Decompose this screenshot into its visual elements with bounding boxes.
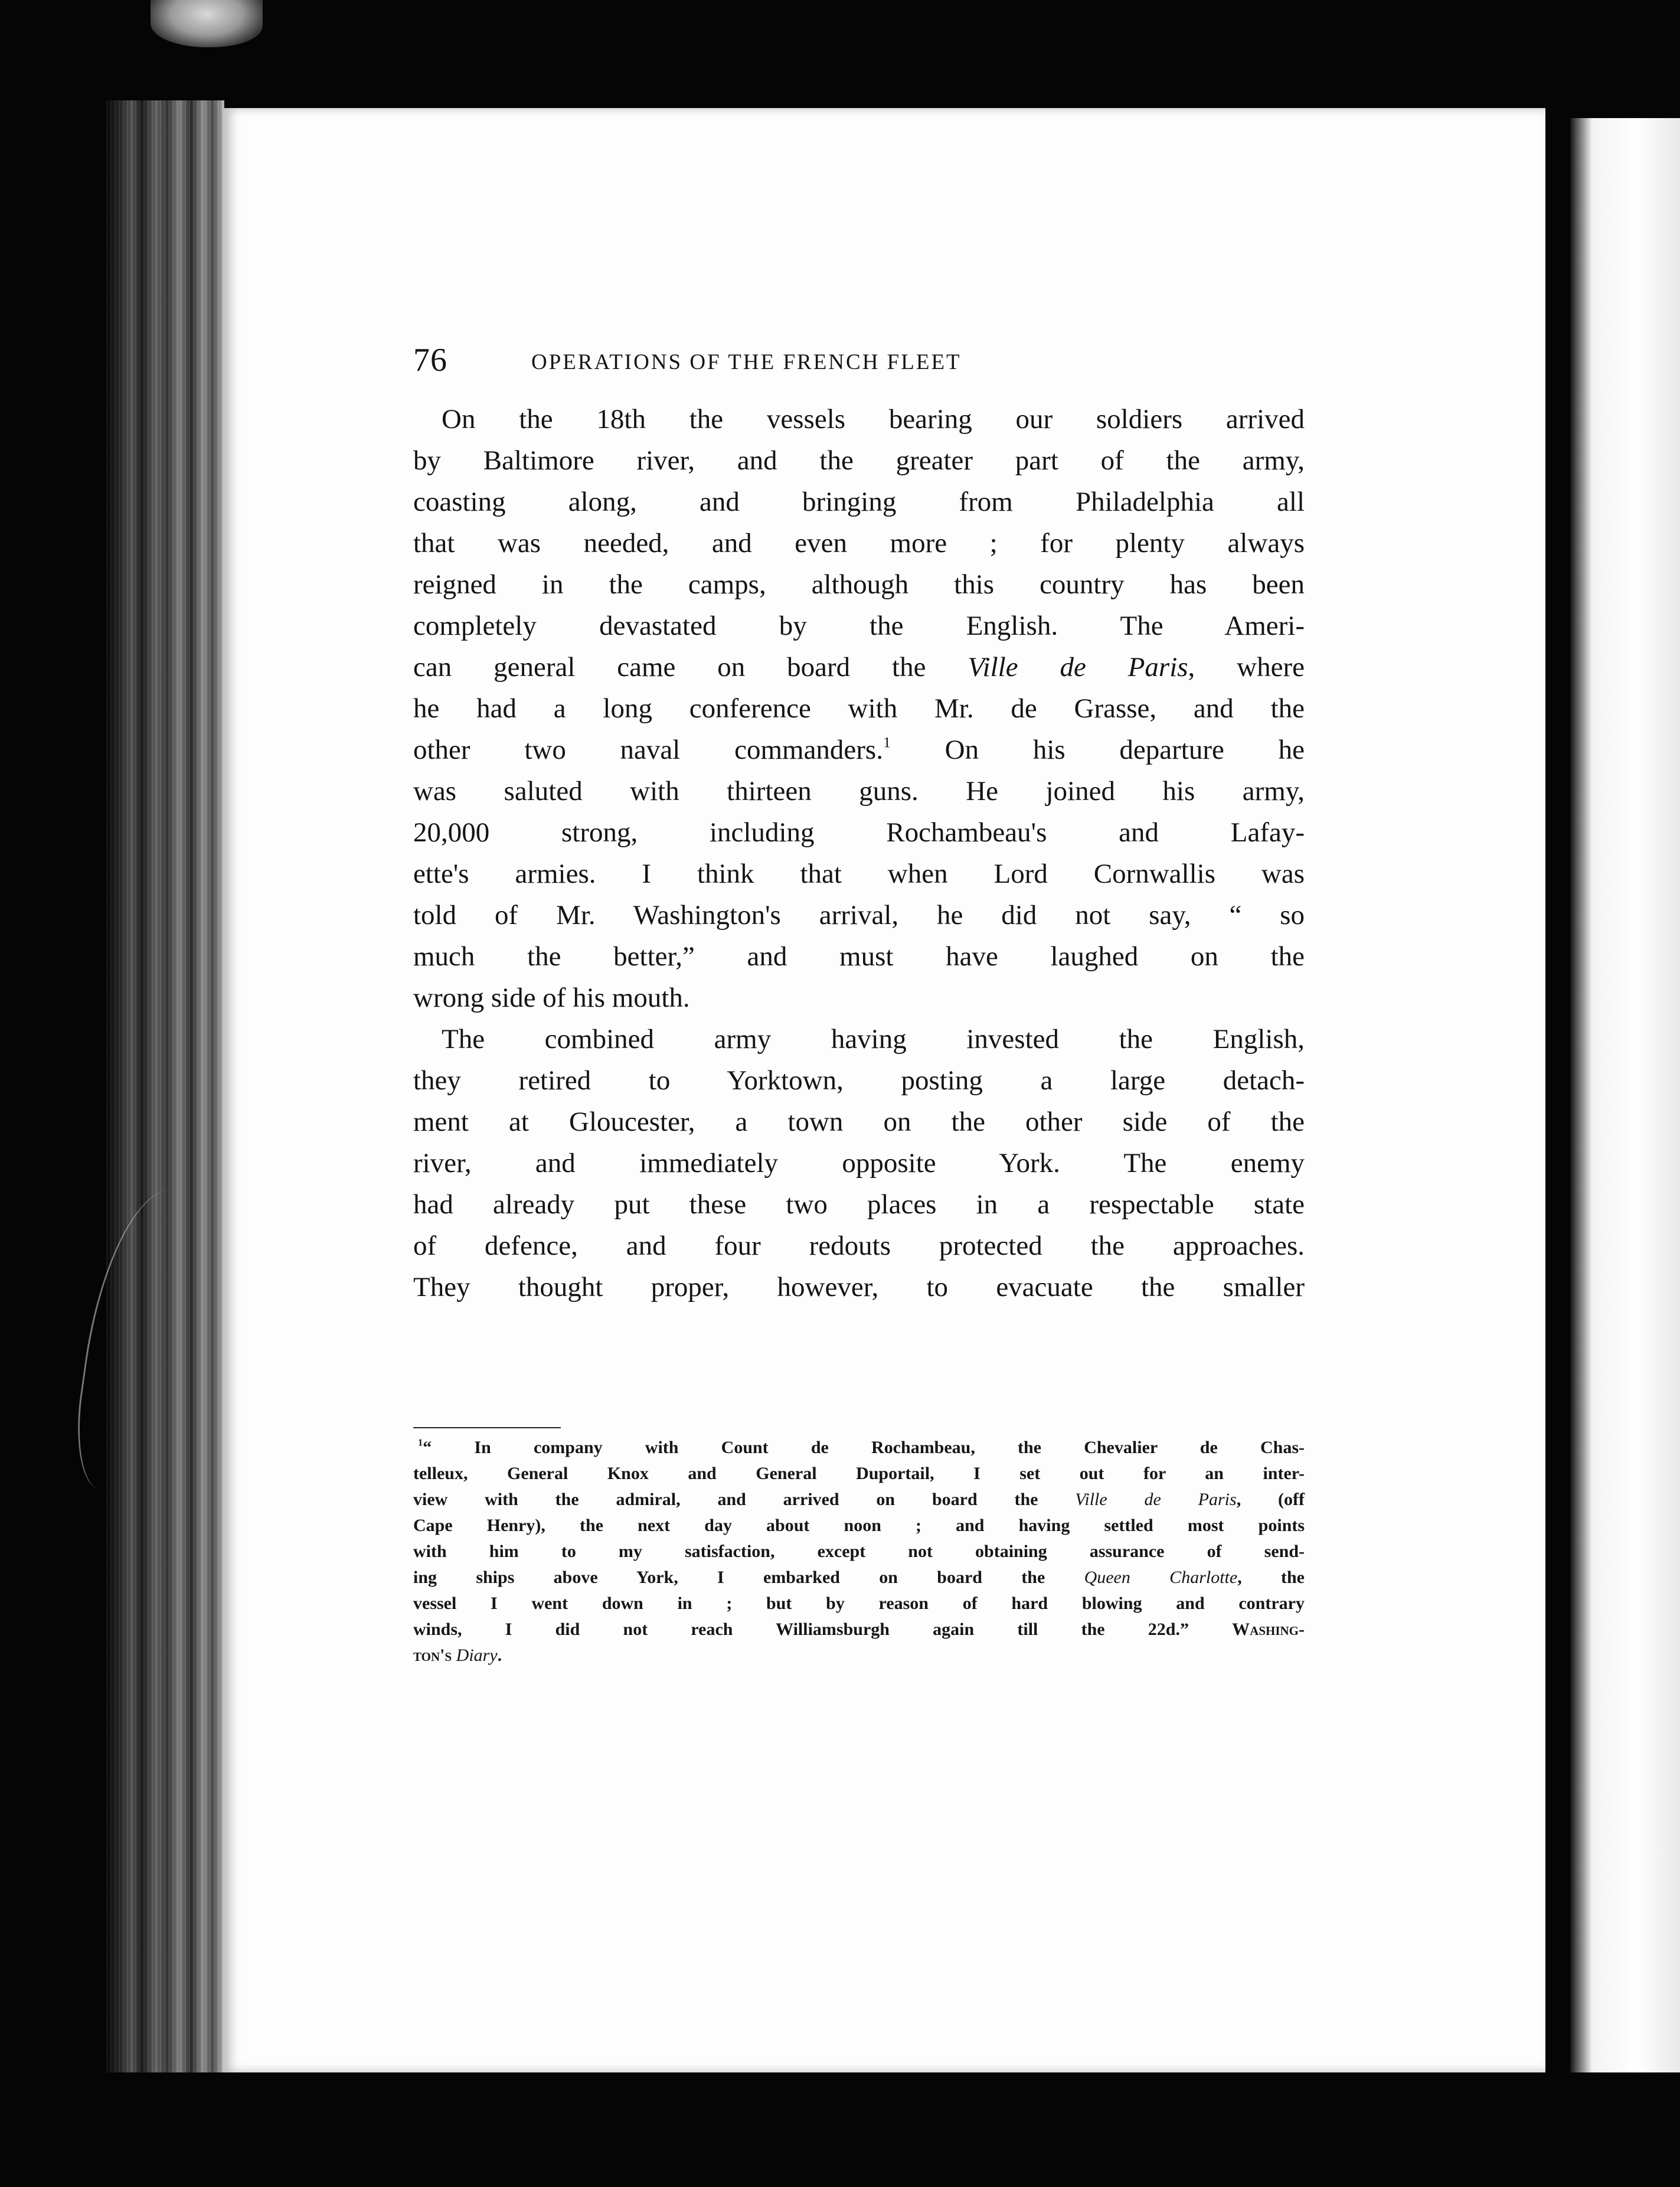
- body-line: reigned in the camps, although this country has been: [413, 569, 1305, 600]
- footnote-line: winds, I did not reach Williamsburgh again till the 22d.” Washing-: [413, 1620, 1305, 1639]
- footnote-rule: [413, 1427, 561, 1428]
- running-head: [413, 337, 1305, 384]
- body-line: by Baltimore river, and the greater part of the army,: [413, 445, 1305, 476]
- body-line: wrong side of his mouth.: [413, 982, 690, 1013]
- page-number: 76: [413, 342, 447, 378]
- body-line: much the better,” and must have laughed on the: [413, 941, 1305, 972]
- footnote-marker: 1: [418, 1437, 423, 1448]
- body-line: coasting along, and bringing from Philadelphia all: [413, 487, 1305, 517]
- footnote-line: with him to my satisfaction, except not obtaining assurance of send-: [413, 1542, 1305, 1561]
- body-line: completely devastated by the English. The Ameri-: [413, 611, 1305, 641]
- body-line: he had a long conference with Mr. de Grasse, and the: [413, 693, 1305, 724]
- body-text: [413, 399, 1305, 1308]
- ship-name-italic: Ville de Paris: [1075, 1490, 1237, 1509]
- footnote-line: vessel I went down in ; but by reason of hard blowing and contrary: [413, 1594, 1305, 1613]
- source-author-end: ton's: [413, 1646, 452, 1665]
- ship-name-italic: Ville de Paris: [968, 652, 1188, 683]
- source-title: Diary: [456, 1646, 498, 1665]
- body-line: The combined army having invested the English,: [442, 1024, 1305, 1055]
- footnote-reference: 1: [883, 733, 891, 751]
- adjacent-page-edge: [1570, 118, 1680, 2072]
- source-author: Washing-: [1232, 1620, 1305, 1639]
- footnote: [413, 1435, 1305, 1669]
- body-line: they retired to Yorktown, posting a large detach-: [413, 1065, 1305, 1096]
- body-line: that was needed, and even more ; for plenty always: [413, 528, 1305, 559]
- body-line: ette's armies. I think that when Lord Cornwallis was: [413, 859, 1305, 889]
- body-line: river, and immediately opposite York. The enemy: [413, 1148, 1305, 1179]
- footnote-line: view with the admiral, and arrived on board the Ville de Paris, (off: [413, 1490, 1305, 1509]
- footnote-line: Cape Henry), the next day about noon ; and having settled most points: [413, 1516, 1305, 1535]
- ship-name-italic: Queen Charlotte: [1084, 1568, 1238, 1587]
- footnote-line: $^1$“ In company with Count de Rochambeau, the Chevalier de Chas-: [418, 1437, 1305, 1457]
- body-line: told of Mr. Washington's arrival, he did not say, “ so: [413, 900, 1305, 931]
- body-line: of defence, and four redouts protected the approaches.: [413, 1230, 1305, 1261]
- book-binding-edge: [106, 100, 224, 2072]
- body-line: They thought proper, however, to evacuate the smaller: [413, 1272, 1305, 1303]
- footnote-line: telleux, General Knox and General Duportail, I set out for an inter-: [413, 1464, 1305, 1483]
- running-head-title: OPERATIONS OF THE FRENCH FLEET: [531, 350, 962, 374]
- body-line: was saluted with thirteen guns. He joined his army,: [413, 776, 1305, 807]
- footnote-line: ton's Diary.: [413, 1646, 502, 1665]
- body-line: 20,000 strong, including Rochambeau's and Lafay-: [413, 817, 1305, 848]
- torn-paper-scrap: [151, 0, 263, 47]
- body-line: had already put these two places in a respectable state: [413, 1189, 1305, 1220]
- body-line: can general came on board the Ville de Paris, where: [413, 652, 1305, 683]
- body-line: other two naval commanders.$^1$ On his departure he: [413, 733, 1305, 765]
- body-line: On the 18th the vessels bearing our soldiers arrived: [442, 404, 1305, 435]
- footnote-line: ing ships above York, I embarked on board the Queen Charlotte, the: [413, 1568, 1305, 1587]
- body-line: ment at Gloucester, a town on the other side of the: [413, 1106, 1305, 1137]
